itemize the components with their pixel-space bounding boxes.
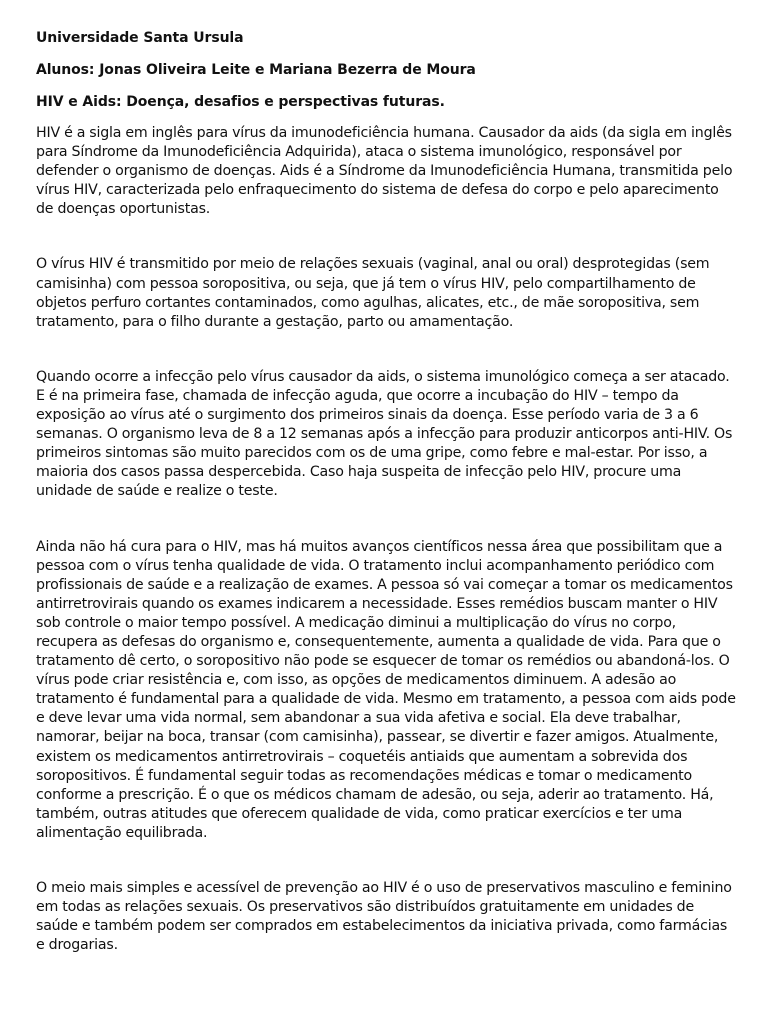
paragraph-infection-phase: Quando ocorre a infecção pelo vírus causador da aids, o sistema imunológico começa a ser atacado. E é na primeira fase, chamada de infecção aguda, que ocorre a incubação do HIV – tempo da exposição ao vírus até o surgimento dos primeiros sinais da doença. Esse período varia de 3 a 6 semanas. O organismo leva de 8 a 12 semanas após a infecção para produzir anticorpos anti-HIV. Os primeiros sintomas são muito parecidos com os de uma gripe, como febre e mal-estar. Por isso, a maioria dos casos passa despercebida. Caso haja suspeita de infecção pelo HIV, procure uma unidade de saúde e realize o teste. xyxy=(36,368,733,500)
paragraph-treatment: Ainda não há cura para o HIV, mas há muitos avanços científicos nessa área que possibilitam que a pessoa com o vírus tenha qualidade de vida. O tratamento inclui acompanhamento periódico com profissionais de saúde e a realização de exames. A pessoa só vai começar a tomar os medicamentos antirretrovirais quando os exames indicarem a necessidade. Esses remédios buscam manter o HIV sob controle o maior tempo possível. A medicação diminui a multiplicação do vírus no corpo, recupera as defesas do organismo e, consequentemente, aumenta a qualidade de vida. Para que o tratamento dê certo, o soropositivo não pode se esquecer de tomar os remédios ou abandoná-los. O vírus pode criar resistência e, com isso, as opções de medicamentos diminuem. A adesão ao tratamento é fundamental para a qualidade de vida. Mesmo em tratamento, a pessoa com aids pode e deve levar uma vida normal, sem abandonar a sua vida afetiva e social. Ela deve trabalhar, namorar, beijar na boca, transar (com camisinha), passear, se divertir e fazer amigos. Atualmente, existem os medicamentos antirretrovirais – coquetéis antiaids que aumentam a sobrevida dos soropositivos. É fundamental seguir todas as recomendações médicas e tomar o medicamento conforme a prescrição. É o que os médicos chamam de adesão, ou seja, aderir ao tratamento. Há, também, outras atitudes que oferecem qualidade de vida, como praticar exercícios e ter uma alimentação equilibrada. xyxy=(36,538,736,841)
document-page xyxy=(36,28,736,955)
paragraph-transmission: O vírus HIV é transmitido por meio de relações sexuais (vaginal, anal ou oral) desprotegidas (sem camisinha) com pessoa soropositiva, ou seja, que já tem o vírus HIV, pelo compartilhamento de objetos perfuro cortantes contaminados, como agulhas, alicates, etc., de mãe soropositiva, sem tratamento, para o filho durante a gestação, parto ou amamentação. xyxy=(36,256,710,330)
students-line: Alunos: Jonas Oliveira Leite e Mariana Bezerra de Moura xyxy=(36,62,476,78)
paragraph-hiv-definition: HIV é a sigla em inglês para vírus da imunodeficiência humana. Causador da aids (da sigla em inglês para Síndrome da Imunodeficiência Adquirida), ataca o sistema imunológico, responsável por defender o organismo de doenças. Aids é a Síndrome da Imunodeficiência Humana, transmitida pelo vírus HIV, caracterizada pelo enfraquecimento do sistema de defesa do corpo e pelo aparecimento de doenças oportunistas. xyxy=(36,125,733,218)
paragraph-prevention: O meio mais simples e acessível de prevenção ao HIV é o uso de preservativos masculino e feminino em todas as relações sexuais. Os preservativos são distribuídos gratuitamente em unidades de saúde e também podem ser comprados em estabelecimentos da iniciativa privada, como farmácias e drogarias. xyxy=(36,880,732,954)
university-name: Universidade Santa Ursula xyxy=(36,30,244,46)
document-title: HIV e Aids: Doença, desafios e perspectivas futuras. xyxy=(36,94,445,110)
